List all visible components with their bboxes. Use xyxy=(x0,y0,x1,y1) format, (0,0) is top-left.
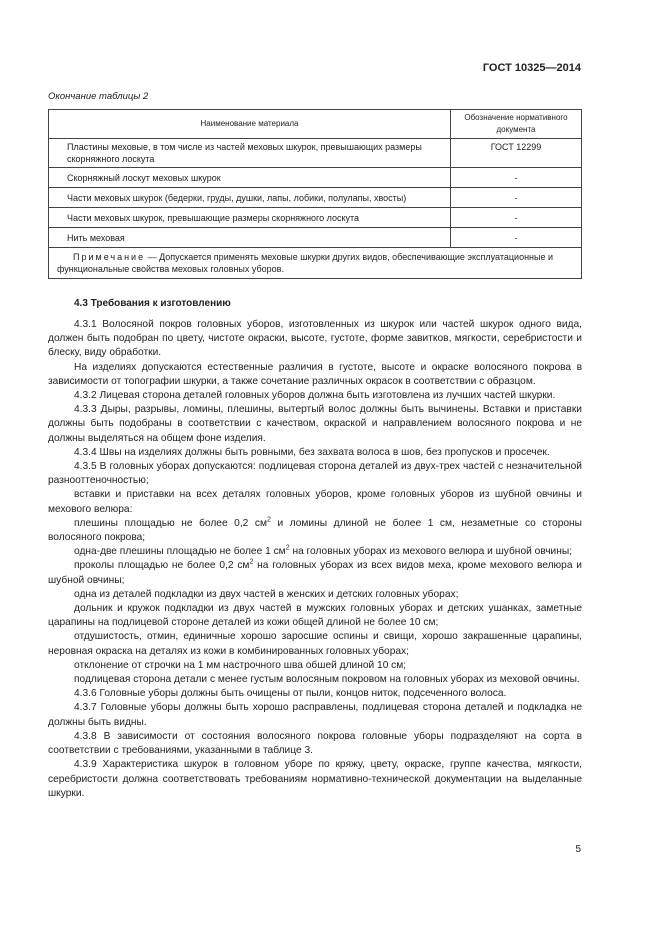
paragraph: отклонение от строчки на 1 мм настрочного шва обшей длиной 10 см; xyxy=(74,659,407,671)
paragraph-text: на головных уборах из всех видов меха, кроме мехового велюра и шубной овчины; xyxy=(48,560,582,586)
paragraph-text: проколы площадью не более 0,2 см xyxy=(74,560,250,572)
paragraph: 4.3.8 В зависимости от состояния волосяного покрова головные уборы подразделяют на сорта в соответствии с требованиями, указанными в таблице 3. xyxy=(48,730,582,757)
body-text xyxy=(48,318,582,801)
paragraph: отдушистость, отмин, единичные хорошо заросшие оспины и свищи, хорошо закрашенные царапины, неровная окраска на деталях из кожи в комбинированных головных уборах; xyxy=(48,631,582,657)
table-row xyxy=(49,228,582,248)
page-number: 5 xyxy=(575,844,581,855)
note-text: — Допускается применять меховые шкурки других видов, обеспечивающие эксплуатационные и функциональные свойства меховых головных уборов. xyxy=(57,252,554,274)
document-header: ГОСТ 10325—2014 xyxy=(482,62,581,74)
paragraph-text: и ломины длиной не более 1 см, незаметные со стороны волосяного покрова; xyxy=(48,517,582,544)
paragraph: 4.3.4 Швы на изделиях должны быть ровными, без захвата волоса в шов, без пропусков и просечек. xyxy=(74,446,550,458)
material-cell: Пластины меховые, в том числе из частей меховых шкурок, превышающих размеры скорняжного лоскута xyxy=(49,139,451,168)
paragraph: подлицевая сторона детали с менее густым волосяным покровом на головных уборах из меховой овчины. xyxy=(74,674,580,686)
column-header-doc: Обозначение нормативного документа xyxy=(451,110,582,139)
paragraph: На изделиях допускаются естественные различия в густоте, высоте и окраске волосяного покрова в зависимости от топографии шкурки, а также сочетание различных окрасок в соответствии с образцом. xyxy=(48,361,582,387)
table-row xyxy=(49,139,582,168)
material-cell: Скорняжный лоскут меховых шкурок xyxy=(49,168,451,188)
doc-cell: ГОСТ 12299 xyxy=(451,139,582,168)
doc-cell: - xyxy=(451,168,582,188)
paragraph: одна из деталей подкладки из двух частей в женских и детских головных уборах; xyxy=(74,588,459,600)
table-row xyxy=(49,168,582,188)
table-note-row xyxy=(49,248,582,279)
doc-cell: - xyxy=(451,188,582,208)
paragraph: 4.3.5 В головных уборах допускаются: подлицевая сторона деталей из двух-трех частей с незначительной разнооттеночностью; xyxy=(48,461,582,487)
paragraph: 4.3.3 Дыры, разрывы, ломины, плешины, вытертый волос должны быть вычинены. Вставки и приставки должны быть подобраны в соответствии с качеством, окраской и направлением волосяного покрова и не должны выделяться на общем фоне изделия. xyxy=(48,404,582,444)
doc-cell: - xyxy=(451,228,582,248)
paragraph: 4.3.1 Волосяной покров головных уборов, изготовленных из шкурок или частей шкурок одного вида, должен быть подобран по цвету, чистоте окраски, высоте, густоте, форме завитков, мягкости, серебристости и блеску, виду обработки. xyxy=(48,319,582,359)
table-caption: Окончание таблицы 2 xyxy=(48,91,149,102)
paragraph: вставки и приставки на всех деталях головных уборов, кроме головных уборов из шубной овчины и мехового велюра: xyxy=(48,489,582,515)
superscript: 2 xyxy=(285,544,290,552)
doc-cell: - xyxy=(451,208,582,228)
material-cell: Части меховых шкурок (бедерки, груды, душки, лапы, лобики, полулапы, хвосты) xyxy=(49,188,451,208)
paragraph-text: плешины площадью не более 0,2 см xyxy=(74,517,267,529)
paragraph: 4.3.9 Характеристика шкурок в головном уборе по кряжу, цвету, окраске, группе качества, мягкости, серебристости должна соответствовать требованиям нормативно-технической документации на выделанные шкурки. xyxy=(48,759,582,799)
paragraph: дольник и кружок подкладки из двух частей в мужских головных уборах и детских ушанках, заметные царапины на подлицевой стороне деталей из кожи общей длиной не более 10 см; xyxy=(48,603,582,629)
paragraph: 4.3.7 Головные уборы должны быть хорошо расправлены, подлицевая сторона деталей и подкладка не должны быть видны. xyxy=(48,702,582,728)
superscript: 2 xyxy=(267,516,271,524)
note-label: Примечание xyxy=(73,252,146,262)
material-cell: Нить меховая xyxy=(49,228,451,248)
column-header-material: Наименование материала xyxy=(49,110,451,139)
paragraph-text: одна-две плешины площадью не более 1 см xyxy=(74,546,286,558)
paragraph xyxy=(48,517,582,545)
material-cell: Части меховых шкурок, превышающие размеры скорняжного лоскута xyxy=(49,208,451,228)
paragraph xyxy=(48,545,582,559)
paragraph-text: на головных уборах из мехового велюра и шубной овчины; xyxy=(289,546,573,558)
table-header-row xyxy=(49,110,582,139)
materials-table xyxy=(48,109,582,279)
table-row xyxy=(49,188,582,208)
paragraph: 4.3.6 Головные уборы должны быть очищены от пыли, концов ниток, подсеченного волоса. xyxy=(74,688,507,700)
paragraph: 4.3.2 Лицевая сторона деталей головных уборов должна быть изготовлена из лучших частей шкурки. xyxy=(74,390,556,402)
table-row xyxy=(49,208,582,228)
paragraph xyxy=(48,559,582,587)
table-note xyxy=(49,248,582,279)
superscript: 2 xyxy=(249,559,254,567)
section-title: 4.3 Требования к изготовлению xyxy=(74,298,231,309)
